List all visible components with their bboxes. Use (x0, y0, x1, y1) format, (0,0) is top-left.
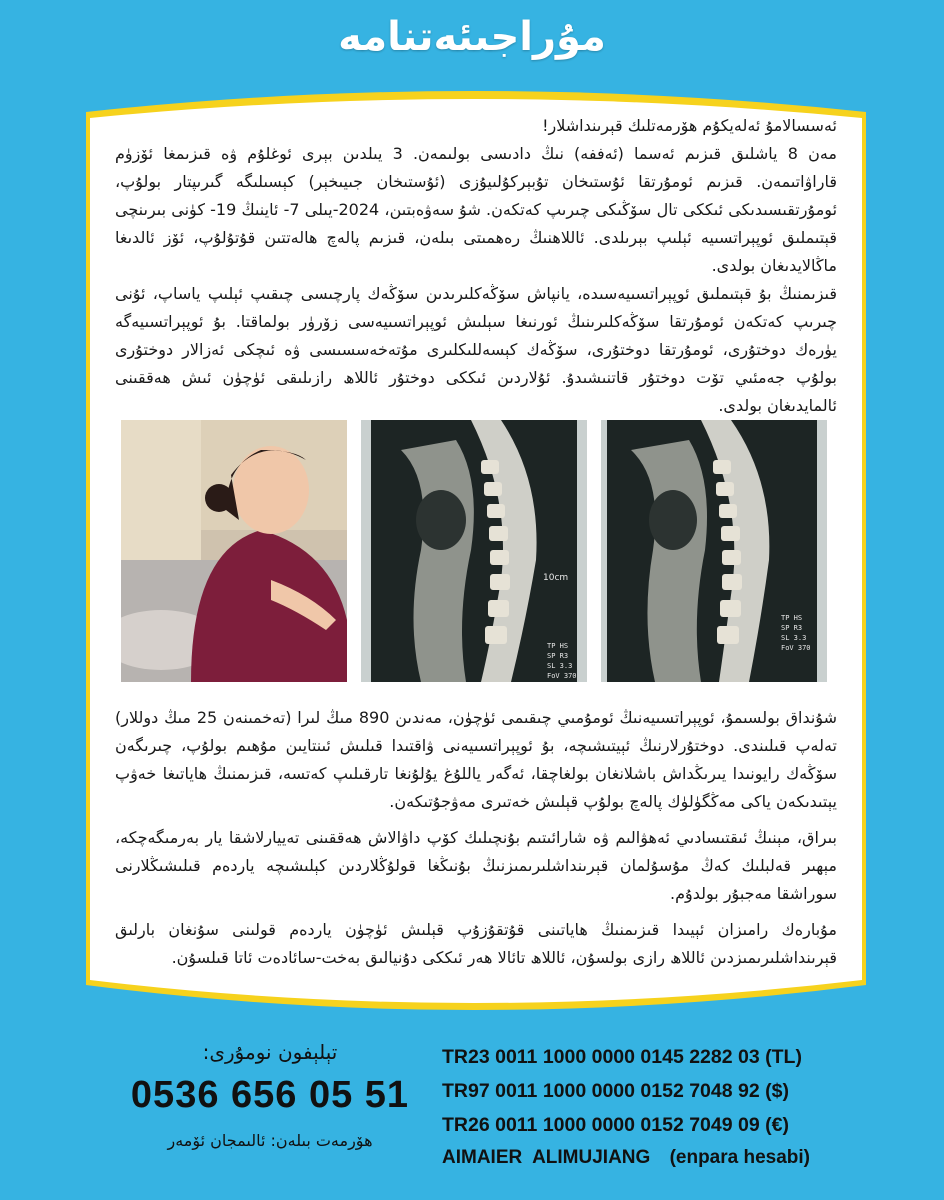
mri-meta-label: SP R3 (547, 652, 569, 660)
mri-meta-label: SL 3.3 (781, 634, 807, 642)
letter-lower-section (115, 704, 837, 972)
letter-content (115, 112, 837, 992)
mri-scan-1-image (361, 420, 587, 682)
phone-number[interactable]: 0536 656 05 51 (130, 1074, 410, 1116)
signer-name: ھۆرمەت بىلەن: ئالىمجان ئۆمەر (167, 1131, 373, 1150)
letter-paragraph-1: مەن 8 ياشلىق قىزىم ئەسما (ئەففە) نىڭ دادىسى بولىمەن. 3 يىلدىن بېرى ئوغلۇم ۋە قىزىمغا ئۆزۈم قاراۋاتىمەن. قىزىم ئومۇرتقا ئۇستىخان تۇبېركۇلىيۇزى (ئۇستىخان جىيىخېر) كېسىلىگە گىرىپتار بولۇپ، ئومۇرتقىسىدىكى ئىككى تال سۆڭىكى چىرىپ كەتكەن. شۇ سەۋەبتىن، 2024-يىلى 7- ئاينىڭ 19- كۈنى بىرىنچى قېتىملىق ئوپېراتسىيە ئېلىپ بېرىلدى. ئاللاھنىڭ رەھمىتى بىلەن، قىزىم پالەچ ھالەتتىن قۇتۇلۇپ، ئۆز ئالدىغا ماڭالايدىغان بولدى. (115, 144, 838, 275)
contact-block (120, 1040, 420, 1150)
iban-tl[interactable]: TR23 0011 1000 0000 0145 2282 03 (TL) (442, 1046, 802, 1068)
girl-photo (121, 420, 347, 682)
letter-greeting: ئەسسالامۇ ئەلەيكۇم ھۆرمەتلىك قېرىنداشلار! (542, 116, 837, 135)
phone-label: تېلېفون نومۇرى: (202, 1040, 338, 1064)
account-holder (442, 1142, 922, 1174)
mri-meta-label: TP HS (547, 642, 569, 650)
iban-usd[interactable]: TR97 0011 1000 0000 0152 7048 92 ($) (442, 1080, 789, 1102)
iban-eur[interactable]: TR26 0011 1000 0000 0152 7049 09 (€) (442, 1114, 789, 1136)
mri-meta-label: SP R3 (781, 624, 803, 632)
mri-meta-label: SL 3.3 (547, 662, 573, 670)
mri-scale-label: 10cm (543, 573, 569, 583)
mri-scan-2 (601, 420, 827, 682)
photo-strip (121, 420, 833, 682)
letter-paragraph-2: قىزىمنىڭ بۇ قېتىملىق ئوپېراتسىيەسىدە، يانپاش سۆڭەكلىرىدىن سۆڭەك پارچىسى چىقىپ ئېلىپ ياساپ، ئۇنى چىرىپ كەتكەن ئومۇرتقا سۆڭەكلىرىنىڭ ئورنىغا سېلىش ئوپېراتسىيەسى زۆرۈر بولماقتا. بۇ ئوپېراتسىيەگە يۈرەك دوختۇرى، ئومۇرتقا دوختۇرى، سۆڭەك كېسەللىكلىرى مۇتەخەسسىسى ۋە ئىچكى ئەزالار دوختۇرى بولۇپ جەمئىي تۆت دوختۇر قاتنىشىدۇ. ئۇلاردىن ئىككى دوختۇر ئاللاھ رازىلىقى ئۈچۈن ئىش ھەققىنى ئالمايدىغان بولدى. (115, 284, 837, 415)
account-holder-name: AIMAIER ALIMUJIANG (442, 1147, 651, 1168)
girl-photo-image (121, 420, 347, 682)
mri-meta-label: FoV 370 (781, 644, 811, 652)
letter-paragraph-5: مۇبارەك رامىزان ئېيىدا قىزىمنىڭ ھاياتىنى قۇتقۇزۇپ قېلىش ئۈچۈن ياردەم قولىنى سۇنغان بارلىق قېرىنداشلىرىمىزدىن ئاللاھ رازى بولسۇن، ئاللاھ تائالا ھەر ئىككى دۇنيالىق بەخت-سائادەت ئاتا قىلسۇن. (115, 920, 837, 967)
letter-paragraph-3: شۇنداق بولسىمۇ، ئوپېراتسىيەنىڭ ئومۇمىي چىقىمى ئۈچۈن، مەندىن 890 مىڭ لىرا (تەخمىنەن 25 مىڭ دوللار) تەلەپ قىلىندى. دوختۇرلارنىڭ ئېيتىشىچە، بۇ ئوپېراتسىيەنى ۋاقتىدا قىلىش ئىنتايىن مۇھىم بولۇپ، چىرىگەن سۆڭەك رايونىدا يىرىڭداش باشلانغان بولغاچقا، ئەگەر ياللۇغ يۇلۇنغا تارقىلىپ كەتسە، قىزىمنىڭ ھاياتىغا خەۋپ يېتىدىكەن ياكى مەڭگۈلۈك پالەچ بولۇپ قېلىش خەتىرى مەۋجۇتىكەن. (115, 708, 838, 811)
mri-scan-1 (361, 420, 587, 682)
letter-paragraph-4: بىراق، مېنىڭ ئىقتىسادىي ئەھۋالىم ۋە شارائىتىم بۇنچىلىك كۆپ داۋالاش ھەققىنى تەييارلاشقا يار بەرمىگەچكە، مېھىر قەلبلىك كەڭ مۇسۇلمان قېرىنداشلىرىمىزنىڭ بۇنىڭغا قولۇڭلاردىن كېلىشىچە ياردەم قىلىشىڭلارنى سوراشقا مەجبۇر بولدۇم. (115, 828, 837, 903)
mri-meta-label: FoV 370 (547, 672, 577, 680)
mri-meta-label: TP HS (781, 614, 803, 622)
page-title: مۇراجىئەتنامە (338, 14, 606, 60)
account-holder-note: (enpara hesabi) (669, 1147, 811, 1168)
mri-scan-2-image (601, 420, 827, 682)
bank-block (442, 1040, 922, 1174)
